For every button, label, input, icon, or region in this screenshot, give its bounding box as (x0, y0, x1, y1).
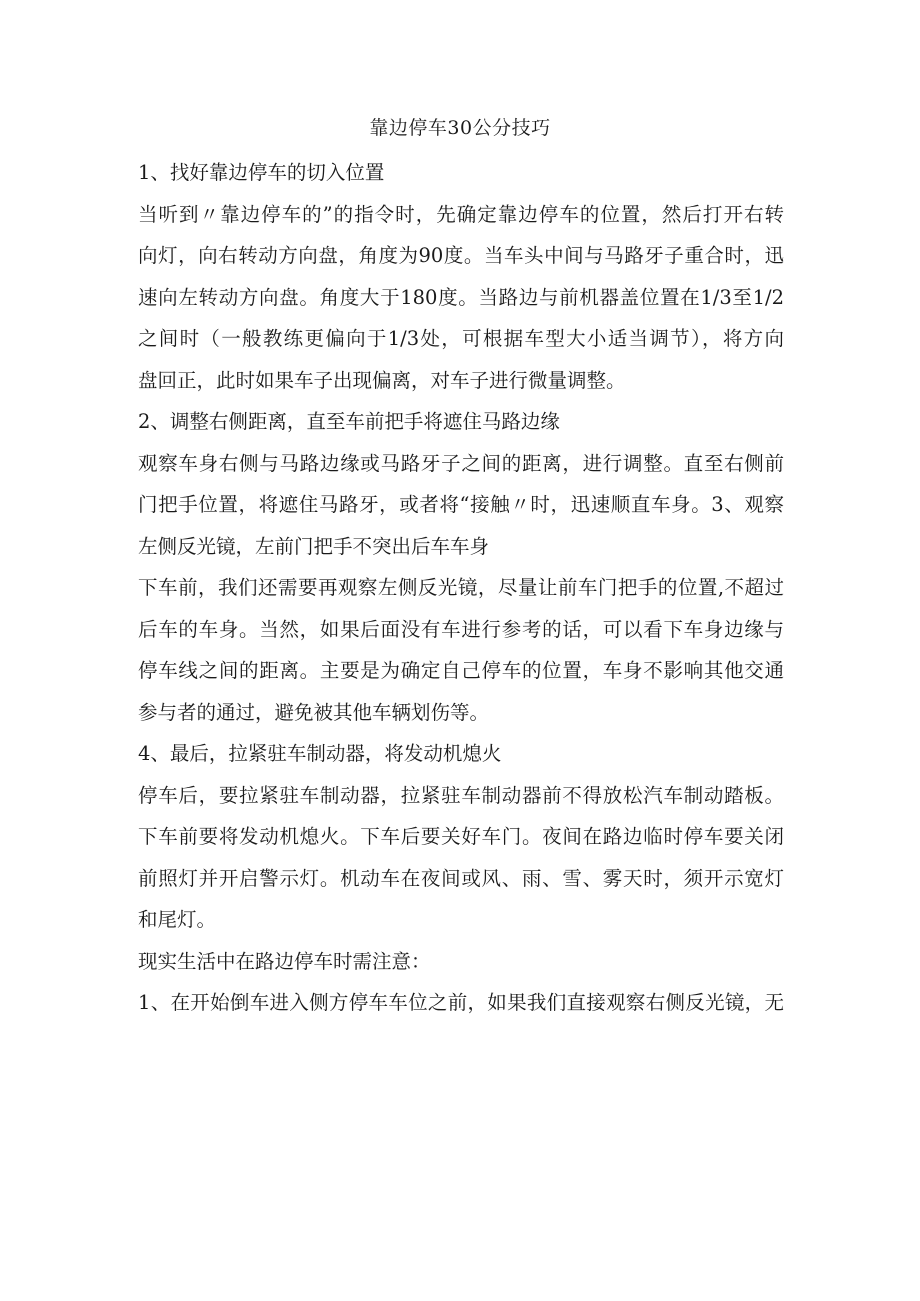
text-line: 当听到〃靠边停车的”的指令时，先确定靠边停车的位置，然后打开右转 (138, 202, 784, 226)
text-line: 盘回正，此时如果车子出现偏离，对车子进行微量调整。 (138, 368, 626, 392)
text-line: 下车前，我们还需要再观察左侧反光镜，尽量让前车门把手的位置,不超过 (138, 576, 784, 599)
document-title: 靠边停车30公分技巧 (369, 117, 551, 139)
text-line: 观察车身右侧与马路边缘或马路牙子之间的距离，进行调整。直至右侧前 (138, 451, 784, 475)
text-line: 门把手位置，将遮住马路牙，或者将“接触〃时，迅速顺直车身。3、观察 (138, 493, 784, 516)
text-line: 之间时（一般教练更偏向于1/3处，可根据车型大小适当调节），将方向 (138, 327, 784, 350)
text-line: 1、找好靠边停车的切入位置 (138, 161, 385, 184)
text-line: 现实生活中在路边停车时需注意： (138, 949, 431, 973)
text-line: 前照灯并开启警示灯。机动车在夜间或风、雨、雪、雾天时，须开示宽灯 (138, 866, 784, 890)
text-line: 后车的车身。当然，如果后面没有车进行参考的话，可以看下车身边缘与 (138, 617, 784, 641)
text-line: 下车前要将发动机熄火。下车后要关好车门。夜间在路边临时停车要关闭 (138, 825, 784, 848)
text-line: 4、最后，拉紧驻车制动器，将发动机熄火 (138, 742, 502, 765)
text-line: 停车线之间的距离。主要是为确定自己停车的位置，车身不影响其他交通 (138, 659, 784, 682)
text-line: 左侧反光镜，左前门把手不突出后车车身 (138, 534, 490, 558)
text-line: 2、调整右侧距离，直至车前把手将遮住马路边缘 (138, 410, 560, 433)
text-line: 参与者的通过，避免被其他车辆划伤等。 (138, 700, 490, 724)
text-line: 和尾灯。 (138, 908, 217, 931)
text-line: 速向左转动方向盘。角度大于180度。当路边与前机器盖位置在1/3至1/2 (138, 285, 784, 309)
text-line: 停车后，要拉紧驻车制动器，拉紧驻车制动器前不得放松汽车制动踏板。 (138, 783, 784, 807)
text-line: 1、在开始倒车进入侧方停车车位之前，如果我们直接观察右侧反光镜，无 (138, 991, 784, 1014)
text-line: 向灯，向右转动方向盘，角度为90度。当车头中间与马路牙子重合时，迅 (138, 244, 784, 267)
document-body (138, 152, 784, 1024)
